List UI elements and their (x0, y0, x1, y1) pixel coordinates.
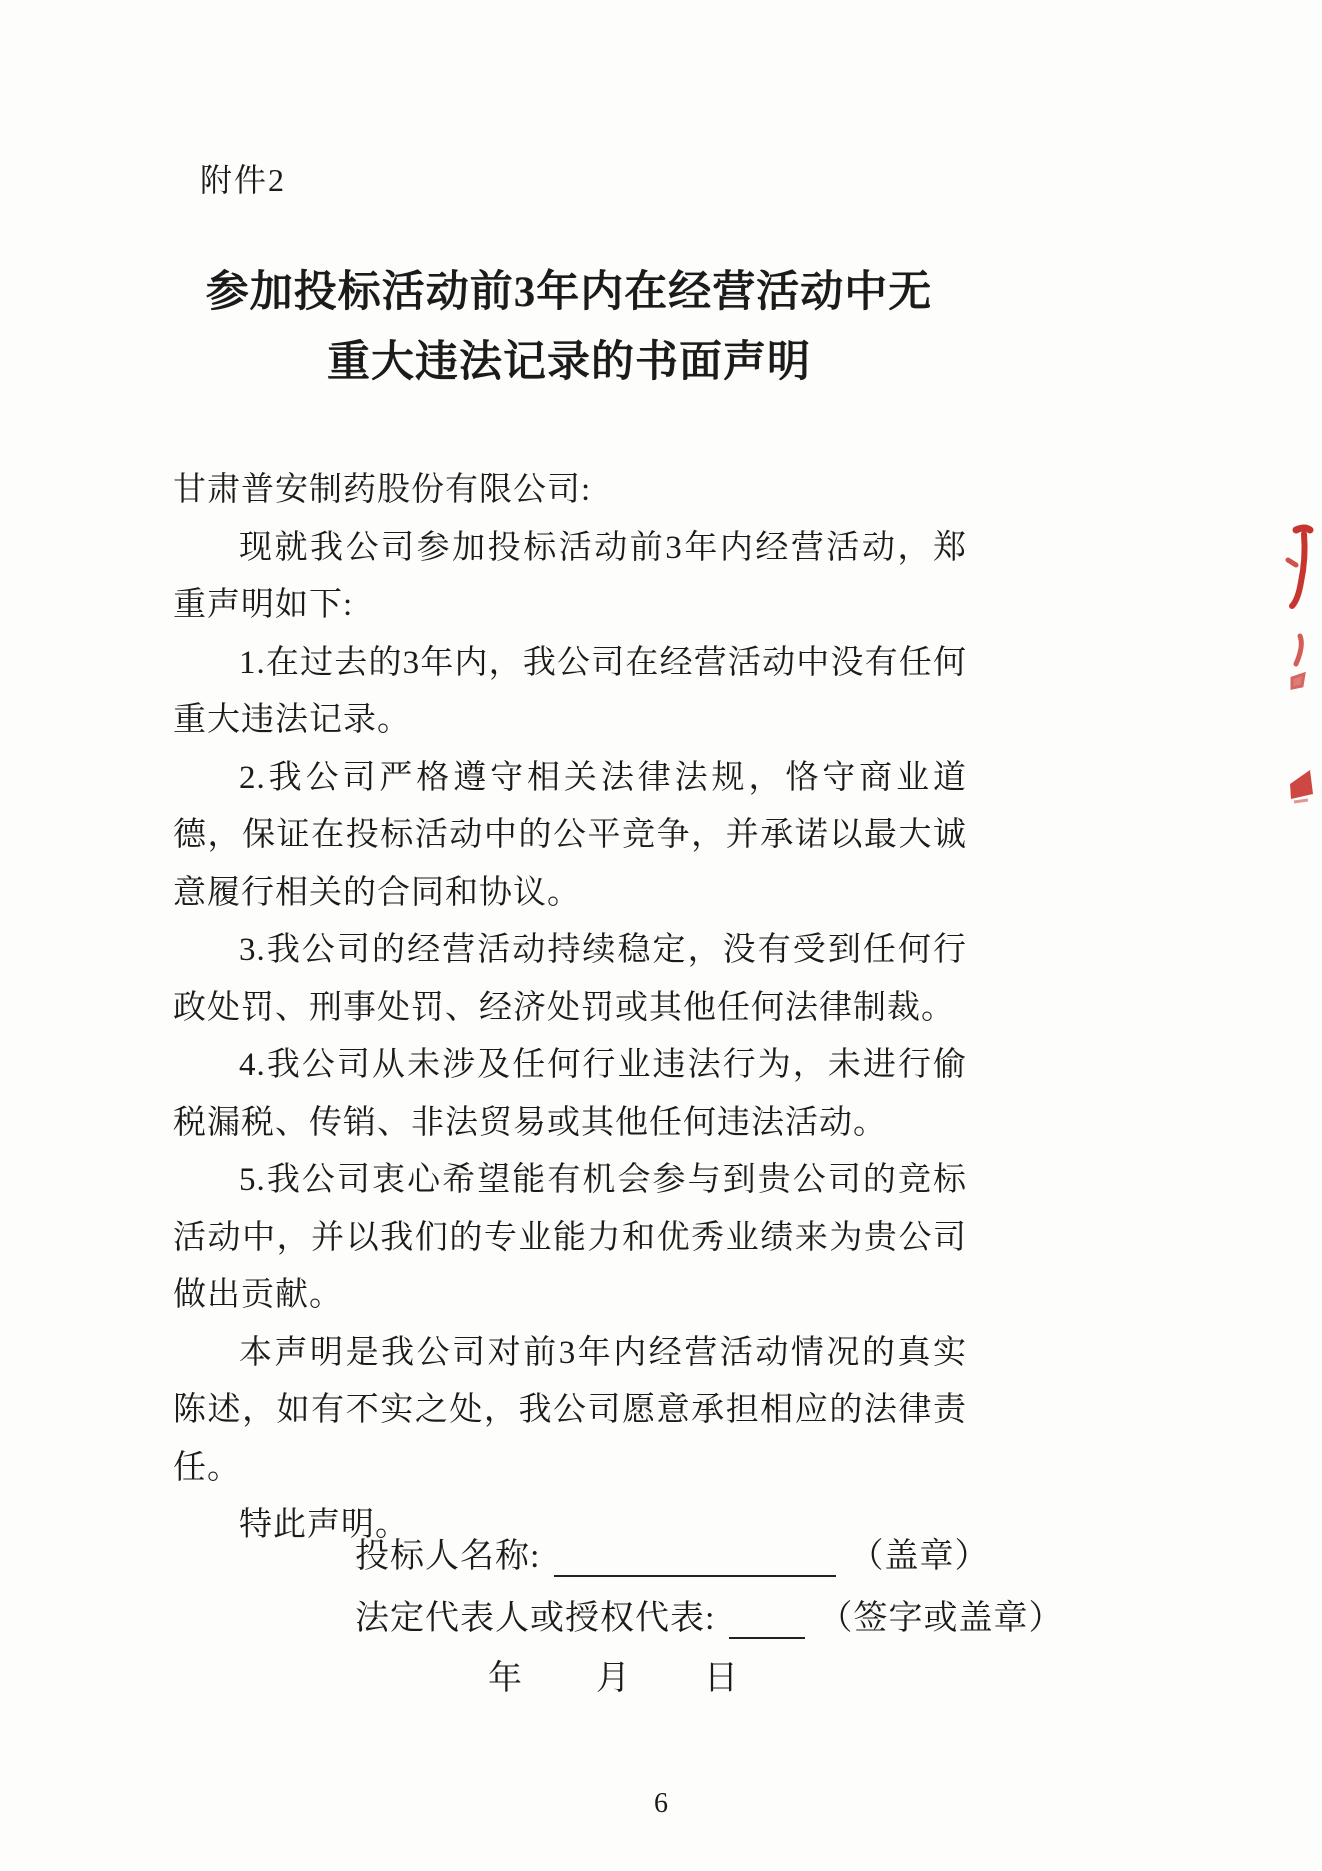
paragraph-declaration: 特此声明。 (239, 1507, 409, 1543)
attachment-label: 附件2 (200, 162, 287, 198)
paragraph-item-3: 3.我公司的经营活动持续稳定，没有受到任何行政处罚、刑事处罚、经济处罚或其他任何法律制裁。 (173, 932, 967, 1026)
salutation: 甘肃普安制药股份有限公司: (173, 472, 592, 508)
document-title (173, 258, 965, 398)
bidder-name-blank (554, 1541, 836, 1577)
bidder-seal-note: （盖章） (849, 1538, 990, 1575)
bidder-name-line (355, 1528, 989, 1577)
date-line: 年 月 日 (488, 1660, 740, 1697)
title-line-2: 重大违法记录的书面声明 (327, 339, 811, 386)
representative-label: 法定代表人或授权代表: (355, 1600, 716, 1637)
paragraph-item-2: 2.我公司严格遵守相关法律法规，恪守商业道德，保证在投标活动中的公平竞争，并承诺以最大诚意履行相关的合同和协议。 (173, 759, 967, 911)
paragraph-closing-statement: 本声明是我公司对前3年内经营活动情况的真实陈述，如有不实之处，我公司愿意承担相应的法律责任。 (173, 1334, 967, 1486)
document-body (173, 462, 967, 1555)
representative-line (355, 1590, 1063, 1639)
title-line-1: 参加投标活动前3年内在经营活动中无 (205, 269, 933, 316)
paragraph-item-1: 1.在过去的3年内，我公司在经营活动中没有任何重大违法记录。 (173, 644, 967, 738)
representative-blank (729, 1603, 805, 1639)
paragraph-item-5: 5.我公司衷心希望能有机会参与到贵公司的竞标活动中，并以我们的专业能力和优秀业绩来为贵公司做出贡献。 (173, 1162, 967, 1313)
representative-seal-note: （签字或盖章） (818, 1600, 1064, 1637)
bidder-name-label: 投标人名称: (355, 1538, 541, 1575)
red-seal-fragment-icon (1270, 440, 1322, 810)
page-number: 6 (654, 1788, 668, 1819)
paragraph-intro: 现就我公司参加投标活动前3年内经营活动，郑重声明如下: (173, 529, 967, 623)
paragraph-item-4: 4.我公司从未涉及任何行业违法行为，未进行偷税漏税、传销、非法贸易或其他任何违法活动。 (173, 1047, 967, 1141)
